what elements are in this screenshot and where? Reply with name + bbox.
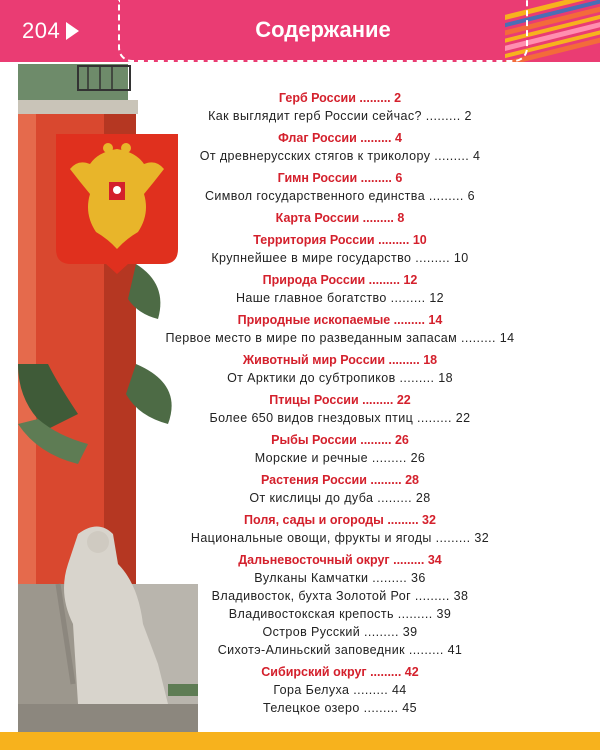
toc-section-title[interactable]: Природа России ......... 12 — [262, 273, 418, 287]
arrow-right-icon — [66, 22, 79, 40]
toc-section — [150, 311, 530, 347]
toc-subentry[interactable]: От кислицы до дуба ......... 28 — [249, 491, 431, 505]
toc-section — [150, 551, 530, 659]
toc-section-title[interactable]: Птицы России ......... 22 — [269, 393, 411, 407]
toc-section — [150, 351, 530, 387]
toc-section — [150, 129, 530, 165]
toc-section-title[interactable]: Поля, сады и огороды ......... 32 — [244, 513, 436, 527]
page-number-box — [0, 0, 100, 62]
page-title: Содержание — [255, 17, 391, 42]
toc-section — [150, 271, 530, 307]
toc-section-title[interactable]: Территория России ......... 10 — [253, 233, 427, 247]
toc-subentry[interactable]: От древнерусских стягов к триколору ......... 4 — [199, 149, 481, 163]
toc-section-title[interactable]: Сибирский округ ......... 42 — [261, 665, 419, 679]
toc-subentry[interactable]: Первое место в мире по разведанным запасам ......... 14 — [165, 331, 515, 345]
toc-section — [150, 471, 530, 507]
page-number: 204 — [22, 18, 61, 43]
footer-bar — [0, 732, 600, 750]
toc-subentry[interactable]: Более 650 видов гнездовых птиц ......... 22 — [209, 411, 471, 425]
toc-section — [150, 511, 530, 547]
toc-section-title[interactable]: Флаг России ......... 4 — [278, 131, 402, 145]
toc-subentry[interactable]: Вулканы Камчатки ......... 36 — [254, 571, 426, 585]
toc-subentry[interactable]: Телецкое озеро ......... 45 — [262, 701, 418, 715]
toc-section — [150, 169, 530, 205]
toc-section-title[interactable]: Животный мир России ......... 18 — [242, 353, 438, 367]
toc-section — [150, 431, 530, 467]
page-header — [0, 0, 600, 64]
toc-section-title[interactable]: Природные ископаемые ......... 14 — [237, 313, 443, 327]
toc-section — [150, 663, 530, 717]
toc-subentry[interactable]: Морские и речные ......... 26 — [254, 451, 426, 465]
toc-section-title[interactable]: Рыбы России ......... 26 — [271, 433, 409, 447]
toc-section-title[interactable]: Карта России ......... 8 — [275, 211, 405, 225]
title-tab — [118, 0, 528, 62]
toc-subentry[interactable]: От Арктики до субтропиков ......... 18 — [227, 371, 453, 385]
toc-subentry[interactable]: Сихотэ-Алиньский заповедник ......... 41 — [217, 643, 463, 657]
toc-subentry[interactable]: Владивостокская крепость ......... 39 — [228, 607, 452, 621]
toc-section — [150, 231, 530, 267]
toc-subentry[interactable]: Наше главное богатство ......... 12 — [235, 291, 445, 305]
toc-subentry[interactable]: Гора Белуха ......... 44 — [273, 683, 407, 697]
toc-section-title[interactable]: Дальневосточный округ ......... 34 — [238, 553, 442, 567]
toc-section-title[interactable]: Гимн России ......... 6 — [277, 171, 403, 185]
toc-section — [150, 391, 530, 427]
toc-subentry[interactable]: Как выглядит герб России сейчас? ......... 2 — [208, 109, 472, 123]
toc-subentry[interactable]: Владивосток, бухта Золотой Рог ......... 38 — [211, 589, 469, 603]
toc-section-title[interactable]: Растения России ......... 28 — [260, 473, 420, 487]
toc-subentry[interactable]: Символ государственного единства ......... 6 — [205, 189, 475, 203]
toc-subentry[interactable]: Национальные овощи, фрукты и ягоды ......... 32 — [190, 531, 490, 545]
toc-section — [150, 89, 530, 125]
toc-subentry[interactable]: Крупнейшее в мире государство ......... 10 — [211, 251, 469, 265]
toc-subentry[interactable]: Остров Русский ......... 39 — [262, 625, 418, 639]
toc-section-title[interactable]: Герб России ......... 2 — [278, 91, 402, 105]
toc-section — [150, 209, 530, 227]
table-of-contents — [150, 89, 530, 721]
